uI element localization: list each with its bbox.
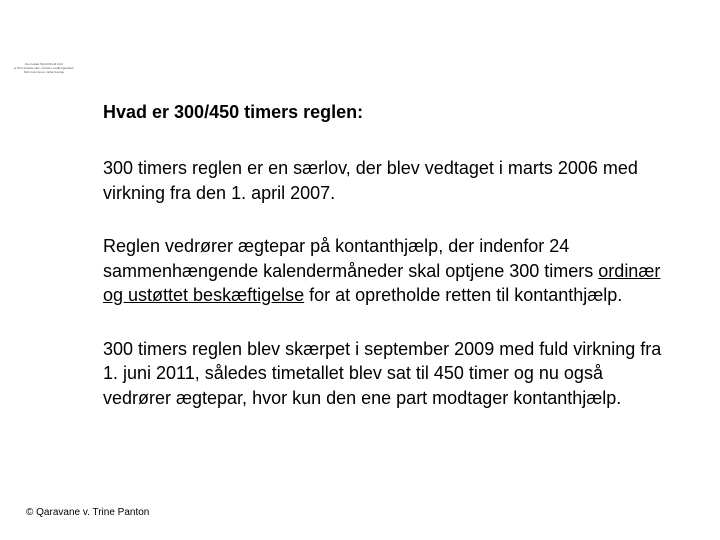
copyright-footer: © Qaravane v. Trine Panton — [26, 507, 150, 518]
organization-logo — [6, 62, 82, 82]
slide-heading: Hvad er 300/450 timers reglen: — [103, 102, 364, 122]
underlined-term: ordinær og ustøttet beskæftigelse — [103, 260, 661, 305]
logo-line: er PF3-indsats eller i kvinder medborgerskab, — [13, 66, 75, 70]
paragraph-rule-scope — [103, 234, 663, 308]
paragraph-text: for at opretholde retten til kontanthjælp. — [304, 285, 623, 305]
logo-line: Skriv kommune i delta Sverige — [23, 70, 65, 74]
logo-line: Den lokale Skyld Rundt Fyld — [25, 62, 63, 66]
slide-content — [103, 100, 663, 410]
paragraph-law-intro: 300 timers reglen er en særlov, der blev vedtaget i marts 2006 med virkning fra den 1. april 2007. — [103, 158, 638, 203]
paragraph-rule-tightening: 300 timers reglen blev skærpet i september 2009 med fuld virkning fra 1. juni 2011, således timetallet blev sat til 450 timer og nu også vedrører ægtepar, hvor kun den ene part modtager kontanthjælp. — [103, 338, 662, 408]
paragraph-text: Reglen vedrører ægtepar på kontanthjælp, der indenfor 24 sammenhængende kalendermåneder skal optjene 300 timers — [103, 236, 599, 281]
